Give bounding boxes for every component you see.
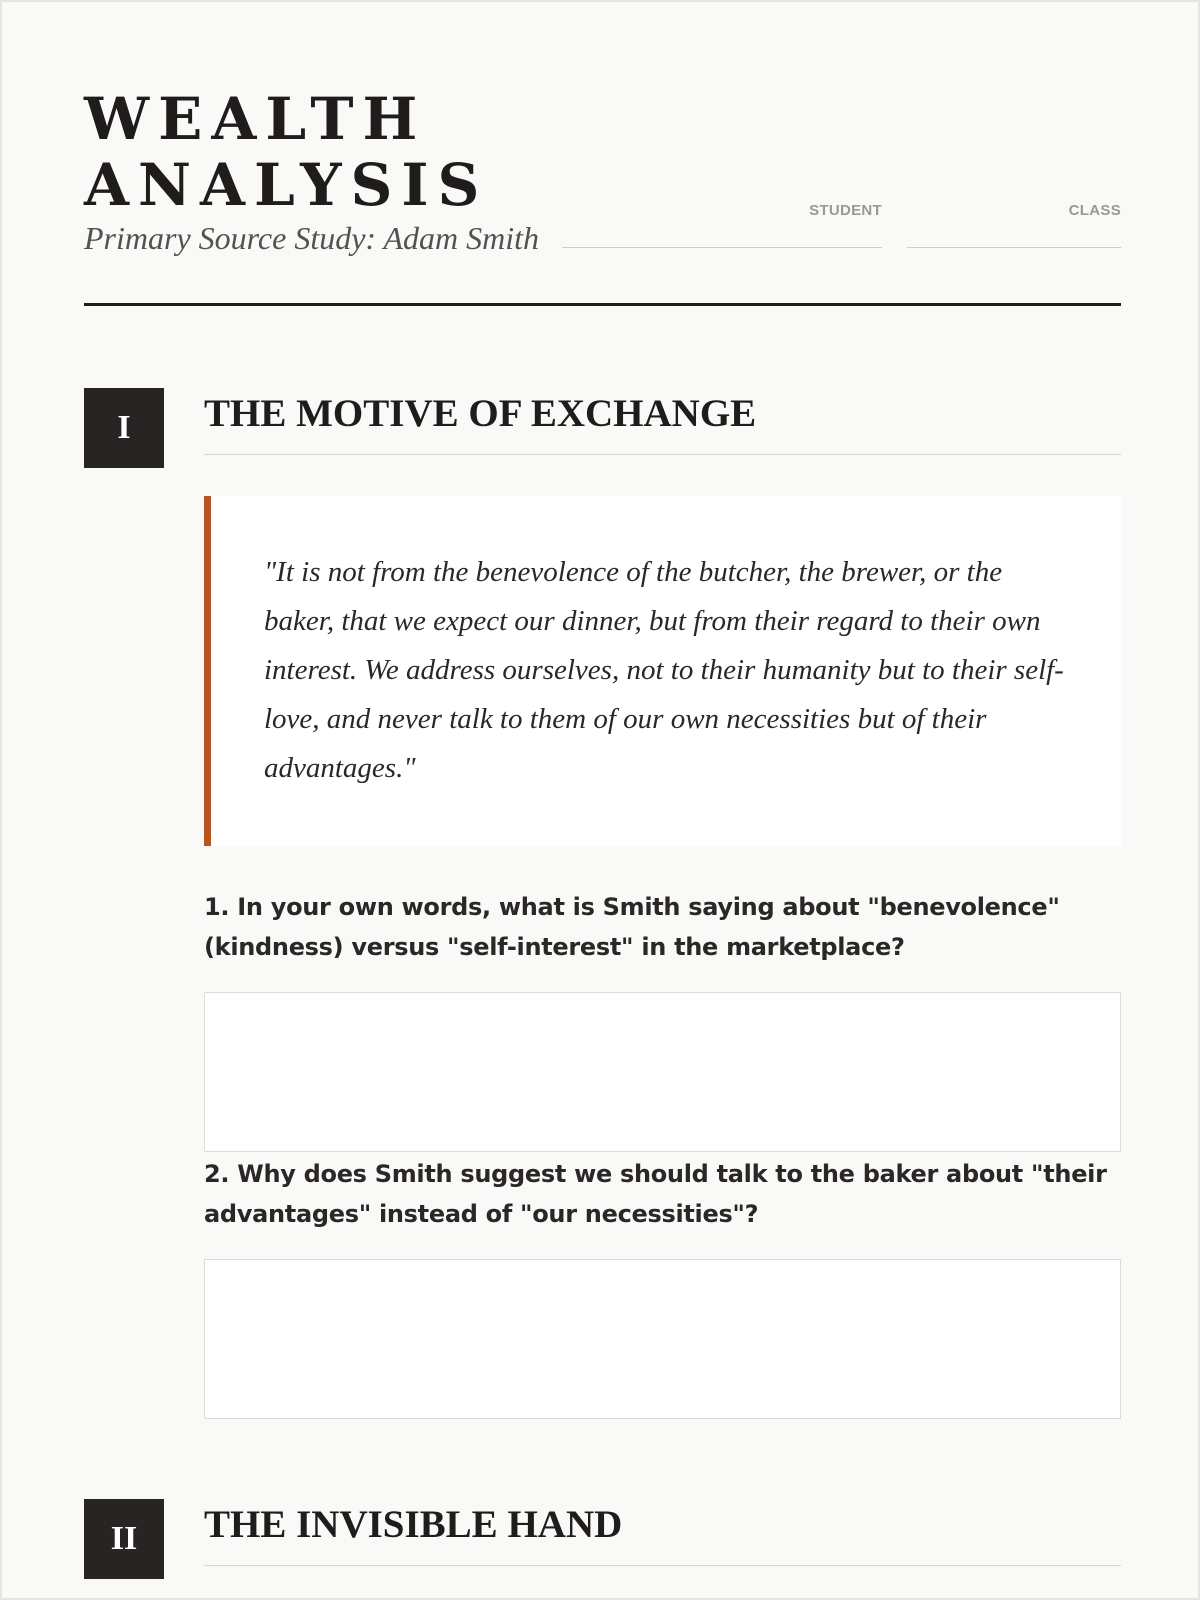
section-2-numeral: II [84, 1499, 164, 1579]
student-label: STUDENT [809, 202, 882, 219]
section-1-numeral: I [84, 388, 164, 468]
question-2: 2. Why does Smith suggest we should talk to the baker about "their advantages" instead of "our necessities"? [204, 1160, 1107, 1228]
class-field[interactable] [907, 202, 1121, 248]
question-1: 1. In your own words, what is Smith saying about "benevolence" (kindness) versus "self-interest" in the marketplace? [204, 893, 1060, 961]
answer-1-input[interactable] [204, 992, 1121, 1152]
student-name-field[interactable] [562, 202, 882, 248]
worksheet-header [84, 86, 1121, 306]
title-line-2: ANALYSIS [84, 151, 489, 219]
page-title [84, 86, 1121, 218]
section-2-title: THE INVISIBLE HAND [204, 1499, 1121, 1566]
answer-2-input[interactable] [204, 1259, 1121, 1419]
page-subtitle: Primary Source Study: Adam Smith [84, 220, 540, 256]
section-1-title: THE MOTIVE OF EXCHANGE [204, 388, 1121, 455]
smith-quote: "It is not from the benevolence of the butcher, the brewer, or the baker, that we expect our dinner, but from their regard to their own interest. We address ourselves, not to their humanity but to their self-love, and never talk to them of our own necessities but of their advantages." [204, 496, 1121, 846]
header-divider [84, 303, 1121, 306]
class-label: CLASS [1068, 202, 1121, 219]
title-line-1: WEALTH [84, 85, 427, 153]
